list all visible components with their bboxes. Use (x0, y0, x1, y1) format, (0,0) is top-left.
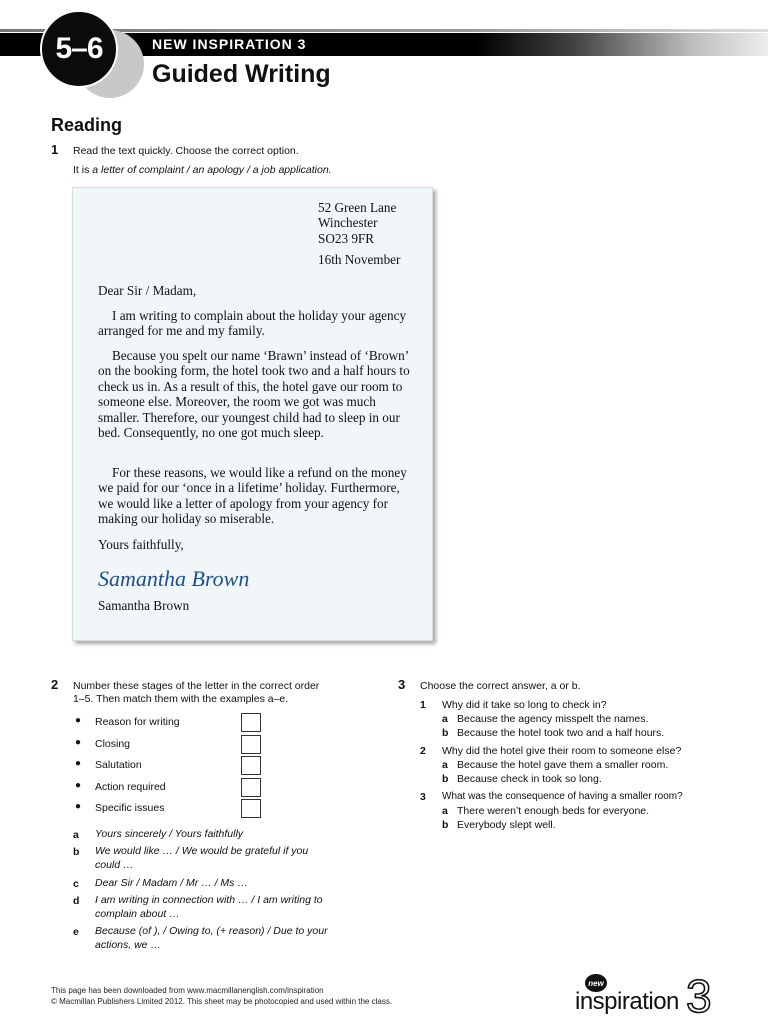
logo-badge-text: new (588, 979, 604, 988)
bullet: ● (75, 715, 82, 726)
series-title: NEW INSPIRATION 3 (152, 36, 307, 52)
inspiration-logo (574, 968, 724, 1018)
letter-paragraph-2: Because you spelt our name ‘Brawn’ instead of ‘Brown’ on the booking form, the hotel took two and a half hours to check us in. As a result of this, the hotel gave our room to someone else. Moreover, the room we got was much smaller. Therefore, our youngest child had to sleep in our bed. Consequently, no one got much sleep. (98, 348, 410, 441)
letter-paragraph-1: I am writing to complain about the holiday your agency arranged for me and my family. (98, 308, 407, 339)
footer-line-2: © Macmillan Publishers Limited 2012. This sheet may be photocopied and used within the class. (51, 996, 393, 1006)
signature-text: Samantha Brown (98, 566, 250, 591)
address-line: 52 Green Lane (318, 200, 397, 215)
bullet: ● (75, 780, 82, 791)
example-letter: d (73, 895, 80, 907)
q1-prompt-prefix: It is (73, 164, 93, 176)
letter-address (318, 200, 396, 246)
q1-prompt (73, 163, 332, 177)
q2-instruction-line1: Number these stages of the letter in the correct order (73, 680, 320, 692)
q2-number: 2 (51, 677, 59, 692)
example-letter: a (73, 829, 79, 841)
q3-question: Why did the hotel give their room to someone else? (442, 745, 682, 757)
q3-option-b: Everybody slept well. (457, 819, 556, 831)
letter-closing: Yours faithfully, (98, 537, 184, 552)
example-text-cont: could … (95, 859, 134, 871)
stage-item: Salutation (95, 759, 142, 771)
q2-instruction-line2: 1–5. Then match them with the examples a–e. (73, 693, 289, 705)
q3-option-label: a (442, 713, 448, 725)
q3-option-label: a (442, 805, 448, 817)
q3-number: 3 (398, 677, 406, 692)
stage-item: Closing (95, 738, 131, 750)
handwritten-signature (96, 562, 286, 596)
example-letter: e (73, 926, 79, 938)
page-title: Guided Writing (152, 60, 331, 88)
example-text-cont: complain about … (95, 908, 180, 920)
stage-item: Reason for writing (95, 716, 180, 728)
bullet: ● (75, 737, 82, 748)
q1-number: 1 (51, 142, 59, 157)
q3-option-label: b (442, 773, 449, 785)
example-text: We would like … / We would be grateful if you (95, 845, 309, 857)
q3-question-number: 2 (420, 745, 426, 757)
q3-option-label: b (442, 819, 449, 831)
section-title: Reading (51, 115, 123, 135)
footer-line-1: This page has been downloaded from www.macmillanenglish.com/inspiration (51, 986, 324, 995)
letter-paragraph-3: For these reasons, we would like a refund on the money we paid for our ‘once in a lifetime’ holiday. Furthermore, we would like a letter of apology from your agency for making our holiday so miserable. (98, 465, 407, 527)
q3-question-number: 3 (420, 791, 426, 803)
example-text: Because (of ), / Owing to, (+ reason) / Due to your (95, 925, 328, 937)
stage-answer-box[interactable] (241, 735, 261, 754)
q3-question: What was the consequence of having a smaller room? (442, 791, 683, 802)
q1-instruction: Read the text quickly. Choose the correct option. (73, 145, 299, 157)
q3-option-label: a (442, 759, 448, 771)
bullet: ● (75, 801, 82, 812)
letter-name: Samantha Brown (98, 598, 190, 613)
footer-text (51, 986, 392, 1007)
stage-answer-box[interactable] (241, 713, 261, 732)
example-text: Yours sincerely / Yours faithfully (95, 828, 244, 840)
bullet: ● (75, 758, 82, 769)
letter-date: 16th November (318, 252, 401, 267)
example-letter: c (73, 878, 79, 890)
stage-answer-box[interactable] (241, 799, 261, 818)
q3-option-b: Because the hotel took two and a half hours. (457, 727, 665, 739)
q3-option-a: There weren’t enough beds for everyone. (457, 805, 650, 817)
q3-instruction: Choose the correct answer, a or b. (420, 680, 581, 692)
stage-item: Action required (95, 781, 166, 793)
stage-answer-box[interactable] (241, 778, 261, 797)
q3-question-number: 1 (420, 699, 426, 711)
example-text: I am writing in connection with … / I am writing to (95, 894, 323, 906)
example-letter: b (73, 846, 80, 858)
q3-option-b: Because check in took so long. (457, 773, 602, 785)
stage-answer-box[interactable] (241, 756, 261, 775)
logo-word: inspiration (575, 988, 679, 1015)
address-line: Winchester (318, 215, 378, 231)
q3-option-label: b (442, 727, 449, 739)
stage-item: Specific issues (95, 802, 165, 814)
q3-question: Why did it take so long to check in? (442, 699, 607, 711)
q1-options: a letter of complaint / an apology / a job application. (92, 164, 332, 176)
unit-badge: 5–6 (40, 10, 118, 88)
example-text: Dear Sir / Madam / Mr … / Ms … (95, 877, 248, 889)
address-line: SO23 9FR (318, 230, 375, 246)
q3-option-a: Because the agency misspelt the names. (457, 713, 649, 725)
letter-greeting: Dear Sir / Madam, (98, 283, 197, 298)
example-text-cont: actions, we … (95, 939, 161, 951)
logo-level: 3 (686, 970, 712, 1018)
q3-option-a: Because the hotel gave them a smaller room. (457, 759, 669, 771)
